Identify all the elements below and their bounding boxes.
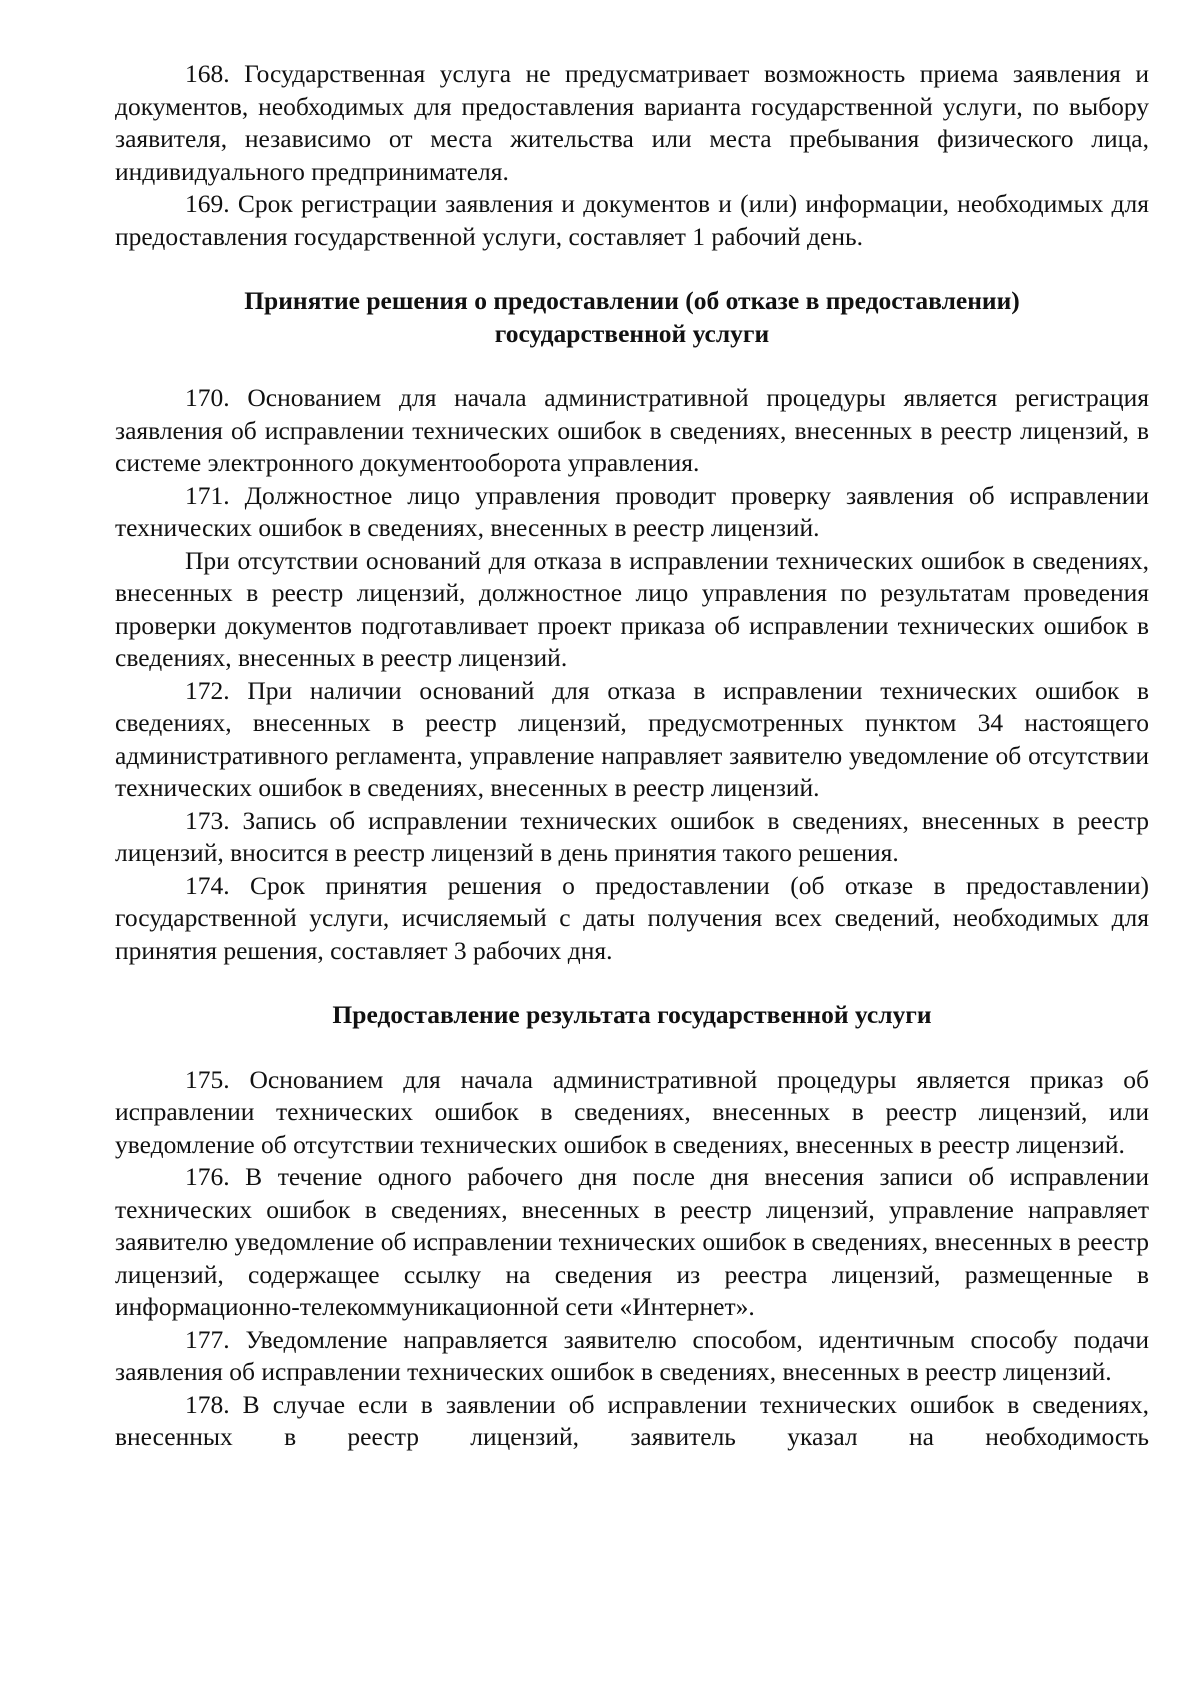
section-heading-result: Предоставление результата государственной услуги xyxy=(332,1000,932,1029)
paragraph-173: 173. Запись об исправлении технических ошибок в сведениях, внесенных в реестр лицензий, вносится в реестр лицензий в день принятия такого решения. xyxy=(115,805,1149,867)
section-heading-decision-line1: Принятие решения о предоставлении (об отказе в предоставлении) xyxy=(244,286,1020,315)
paragraph-169: 169. Срок регистрации заявления и документов и (или) информации, необходимых для предоставления государственной услуги, составляет 1 рабочий день. xyxy=(115,189,1149,251)
section-heading-decision xyxy=(115,285,1149,350)
paragraph-176: 176. В течение одного рабочего дня после дня внесения записи об исправлении технических ошибок в сведениях, внесенных в реестр лицензий, управление направляет заявителю уведомление об исправлении технических ошибок в сведениях, внесенных в реестр лицензий, содержащее ссылку на сведения из реестра лицензий, размещенные в информационно-телекоммуникационной сети «Интернет». xyxy=(115,1162,1149,1321)
paragraph-171-continued: При отсутствии оснований для отказа в исправлении технических ошибок в сведениях, внесенных в реестр лицензий, должностное лицо управления по результатам проведения проверки документов подготавливает проект приказа об исправлении технических ошибок в сведениях, внесенных в реестр лицензий. xyxy=(115,545,1149,672)
section-heading-decision-line2: государственной услуги xyxy=(494,318,770,348)
paragraph-168: 168. Государственная услуга не предусматривает возможность приема заявления и документов, необходимых для предоставления варианта государственной услуги, по выбору заявителя, независимо от места жительства или места пребывания физического лица, индивидуального предпринимателя. xyxy=(115,59,1149,186)
paragraph-171: 171. Должностное лицо управления проводит проверку заявления об исправлении технических ошибок в сведениях, внесенных в реестр лицензий. xyxy=(115,480,1149,542)
paragraph-170: 170. Основанием для начала административной процедуры является регистрация заявления об исправлении технических ошибок в сведениях, внесенных в реестр лицензий, в системе электронного документооборота управления. xyxy=(115,383,1149,477)
paragraph-177: 177. Уведомление направляется заявителю способом, идентичным способу подачи заявления об исправлении технических ошибок в сведениях, внесенных в реестр лицензий. xyxy=(115,1324,1149,1386)
paragraph-174: 174. Срок принятия решения о предоставлении (об отказе в предоставлении) государственной услуги, исчисляемый с даты получения всех сведений, необходимых для принятия решения, составляет 3 рабочих дня. xyxy=(115,870,1149,965)
paragraph-175: 175. Основанием для начала административной процедуры является приказ об исправлении технических ошибок в сведениях, внесенных в реестр лицензий, или уведомление об отсутствии технических ошибок в сведениях, внесенных в реестр лицензий. xyxy=(115,1064,1149,1159)
paragraph-178: 178. В случае если в заявлении об исправлении технических ошибок в сведениях, внесенных в реестр лицензий, заявитель указал на необходимость xyxy=(115,1389,1149,1451)
paragraph-172: 172. При наличии оснований для отказа в исправлении технических ошибок в сведениях, внесенных в реестр лицензий, предусмотренных пунктом 34 настоящего административного регламента, управление направляет заявителю уведомление об отсутствии технических ошибок в сведениях, внесенных в реестр лицензий. xyxy=(115,675,1149,802)
